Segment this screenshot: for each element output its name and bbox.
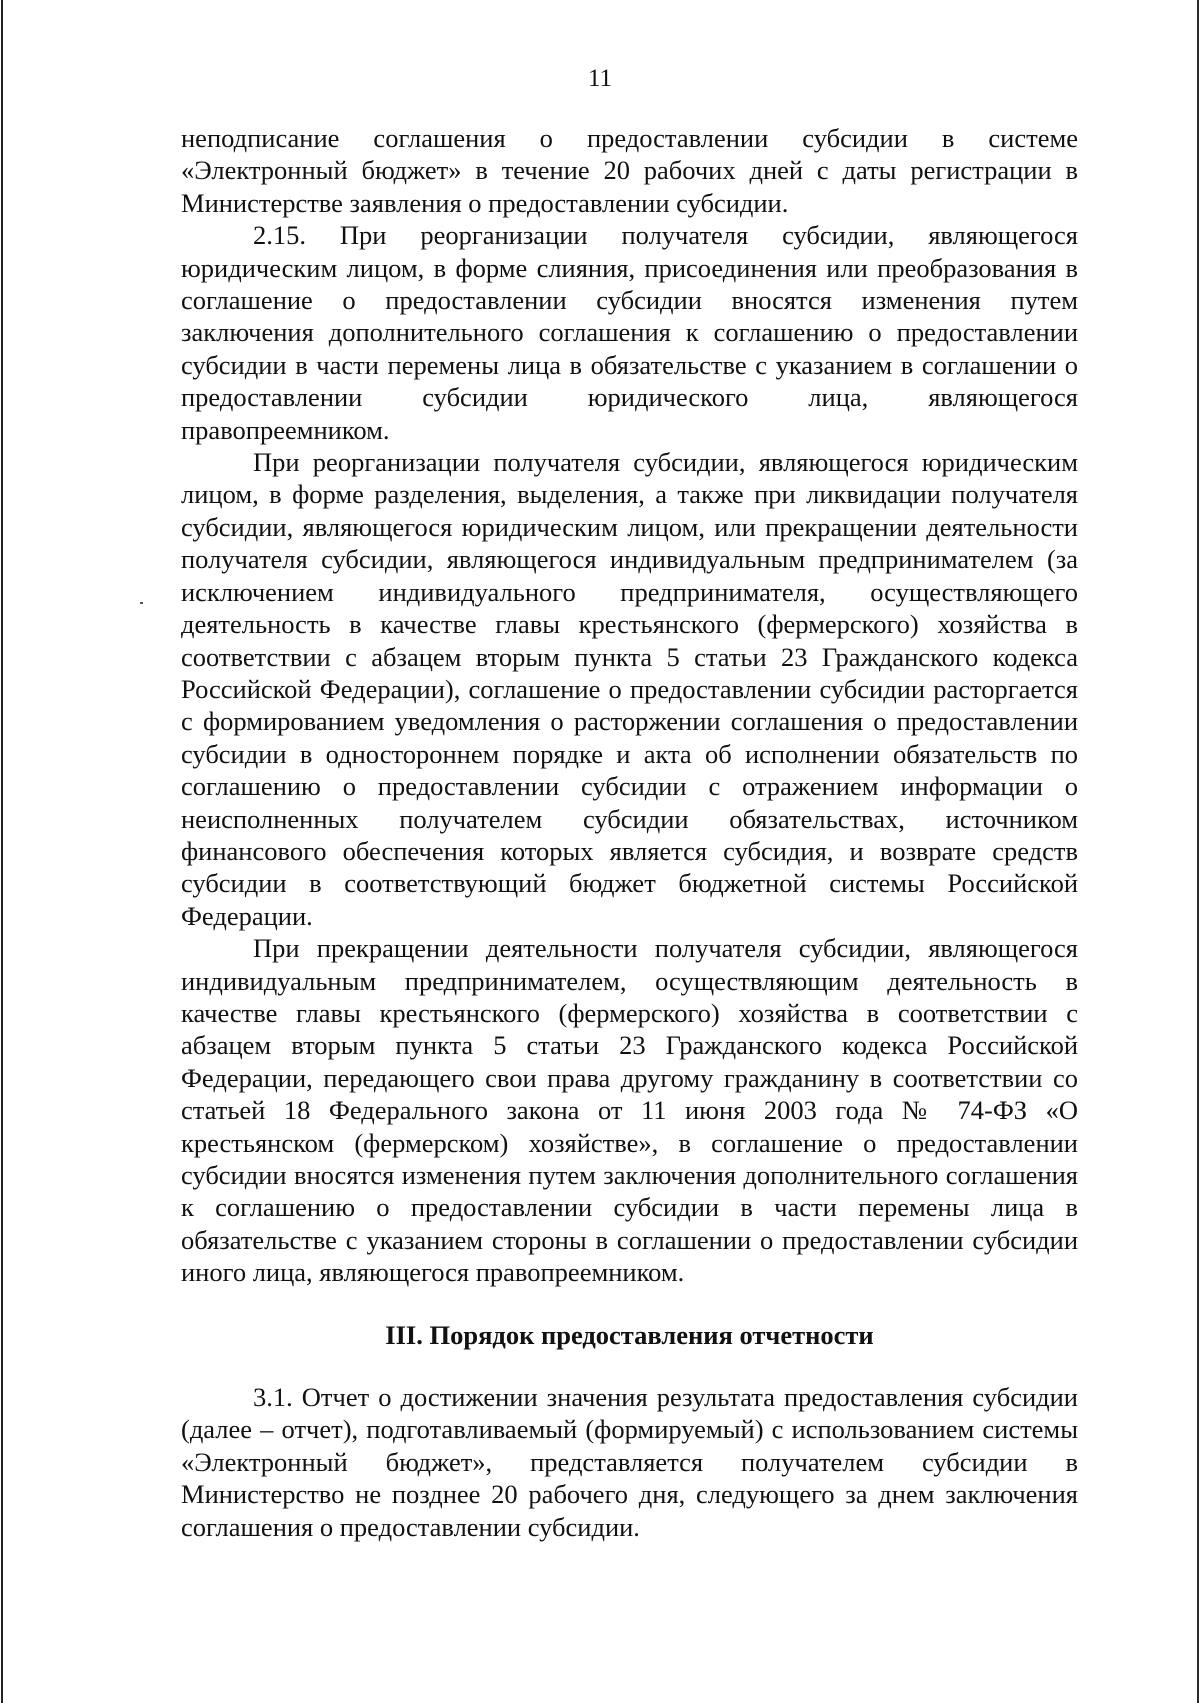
paragraph-3-1: 3.1. Отчет о достижении значения результата предоставления субсидии (далее – отчет), подготавливаемый (формируемый) с использованием системы «Электронный бюджет», представляется получателем субсидии в Министерство не позднее 20 рабочего дня, следующего за днем заключения соглашения о предоставлении субсидии.	[181, 1382, 1078, 1542]
scan-speck	[140, 602, 143, 604]
scan-left-edge	[1, 0, 3, 1703]
paragraph-continuation: неподписание соглашения о предоставлении субсидии в системе «Электронный бюджет» в течение 20 рабочих дней с даты регистрации в Министерстве заявления о предоставлении субсидии.	[181, 123, 1078, 218]
paragraph-2-15: 2.15. При реорганизации получателя субсидии, являющегося юридическим лицом, в форме слияния, присоединения или преобразования в соглашение о предоставлении субсидии вносятся изменения путем заключения дополнительного соглашения к соглашению о предоставлении субсидии в части перемены лица в обязательстве с указанием в соглашении о предоставлении субсидии юридического лица, являющегося правопреемником.	[181, 220, 1078, 445]
document-body	[181, 122, 1078, 1543]
section-heading: III. Порядок предоставления отчетности	[385, 1319, 874, 1350]
page-number: 11	[587, 65, 613, 92]
paragraph-reorganization: При реорганизации получателя субсидии, являющегося юридическим лицом, в форме разделения, выделения, а также при ликвидации получателя субсидии, являющегося юридическим лицом, или прекращении деятельности получателя субсидии, являющегося индивидуальным предпринимателем (за исключением индивидуального предпринимателя, осуществляющего деятельность в качестве главы крестьянского (фермерского) хозяйства в соответствии с абзацем вторым пункта 5 статьи 23 Гражданского кодекса Российской Федерации), соглашение о предоставлении субсидии расторгается с формированием уведомления о расторжении соглашения о предоставлении субсидии в одностороннем порядке и акта об исполнении обязательств по соглашению о предоставлении субсидии с отражением информации о неисполненных получателем субсидии обязательствах, источником финансового обеспечения которых является субсидия, и возврате средств субсидии в соответствующий бюджет бюджетной системы Российской Федерации.	[181, 447, 1078, 931]
scan-right-edge	[1197, 0, 1199, 1703]
paragraph-termination: При прекращении деятельности получателя субсидии, являющегося индивидуальным предпринимателем, осуществляющим деятельность в качестве главы крестьянского (фермерского) хозяйства в соответствии с абзацем вторым пункта 5 статьи 23 Гражданского кодекса Российской Федерации, передающего свои права другому гражданину в соответствии со статьей 18 Федерального закона от 11 июня 2003 года № 74-ФЗ «О крестьянском (фермерском) хозяйстве», в соглашение о предоставлении субсидии вносятся изменения путем заключения дополнительного соглашения к соглашению о предоставлении субсидии в части перемены лица в обязательстве с указанием стороны в соглашении о предоставлении субсидии иного лица, являющегося правопреемником.	[181, 933, 1078, 1288]
